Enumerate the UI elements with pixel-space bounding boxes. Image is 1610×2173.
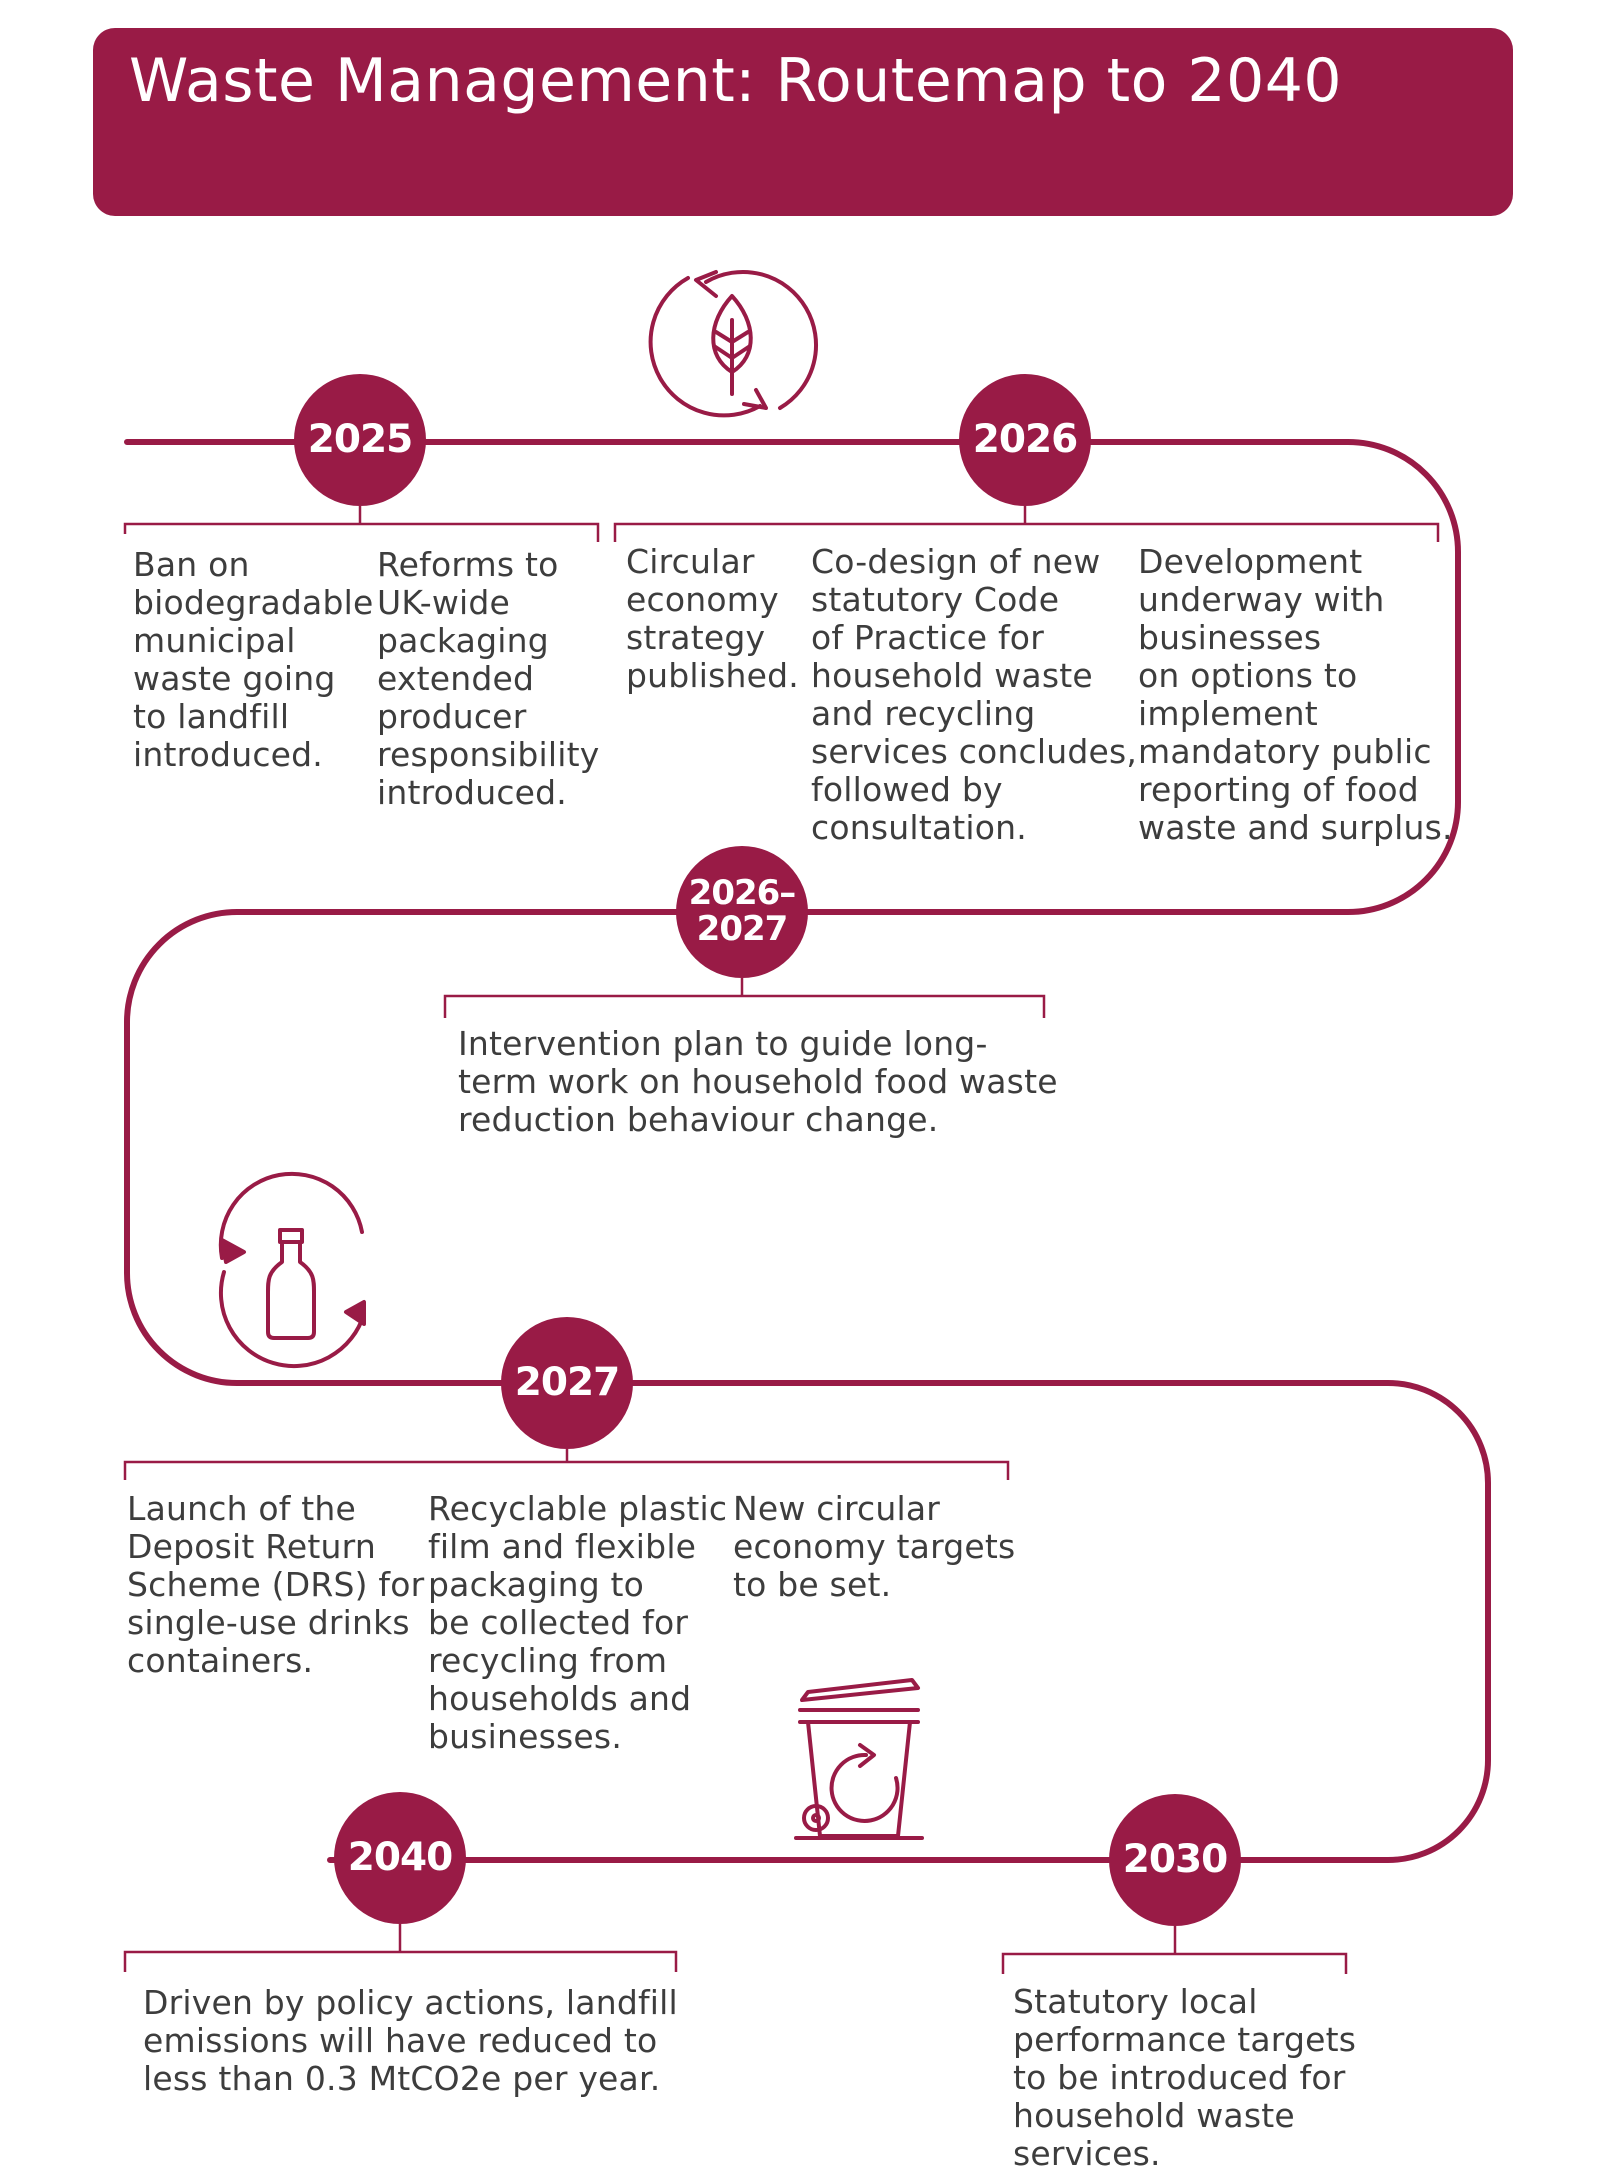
leaf-cycle-icon: [651, 272, 816, 415]
bracket-2027: [125, 1449, 1008, 1480]
bracket-2030: [1003, 1926, 1346, 1974]
year-2026-2027: 2026– 2027: [676, 846, 808, 978]
milestone-2025-item-1: Ban on biodegradable municipal waste going to landfill introduced.: [133, 545, 374, 774]
milestone-2026-item-3: Development underway with businesses on options to implement mandatory public reporting of food waste and surplus.: [1138, 542, 1453, 847]
bracket-2026-2027: [445, 978, 1044, 1018]
milestone-2027-item-2: Recyclable plastic film and flexible packaging to be collected for recycling from households and businesses.: [428, 1489, 728, 1756]
bracket-2025: [125, 506, 598, 542]
year-2027: 2027: [501, 1317, 633, 1449]
milestone-2030-item-1: Statutory local performance targets to be introduced for household waste services.: [1013, 1982, 1357, 2173]
bracket-2026: [615, 506, 1438, 542]
milestone-2026-2027-item-1: Intervention plan to guide long- term work on household food waste reduction behaviour change.: [458, 1024, 1058, 1139]
milestone-2026-item-1: Circular economy strategy published.: [626, 542, 799, 695]
bracket-2040: [125, 1924, 676, 1972]
year-2026: 2026: [959, 374, 1091, 506]
year-2040: 2040: [334, 1792, 466, 1924]
recycling-bin-icon: [796, 1680, 922, 1838]
milestone-2027-item-1: Launch of the Deposit Return Scheme (DRS) for single-use drinks containers.: [127, 1489, 425, 1680]
year-2025: 2025: [294, 374, 426, 506]
milestone-2026-item-2: Co-design of new statutory Code of Practice for household waste and recycling services concludes, followed by consultation.: [811, 542, 1138, 847]
milestone-2040-item-1: Driven by policy actions, landfill emissions will have reduced to less than 0.3 MtCO2e per year.: [143, 1983, 678, 2098]
page-title: Waste Management: Routemap to 2040: [129, 46, 1343, 116]
milestone-2025-item-2: Reforms to UK-wide packaging extended producer responsibility introduced.: [377, 545, 600, 812]
year-2030: 2030: [1109, 1794, 1241, 1926]
milestone-2027-item-3: New circular economy targets to be set.: [733, 1489, 1016, 1604]
bottle-return-icon: [221, 1174, 364, 1366]
